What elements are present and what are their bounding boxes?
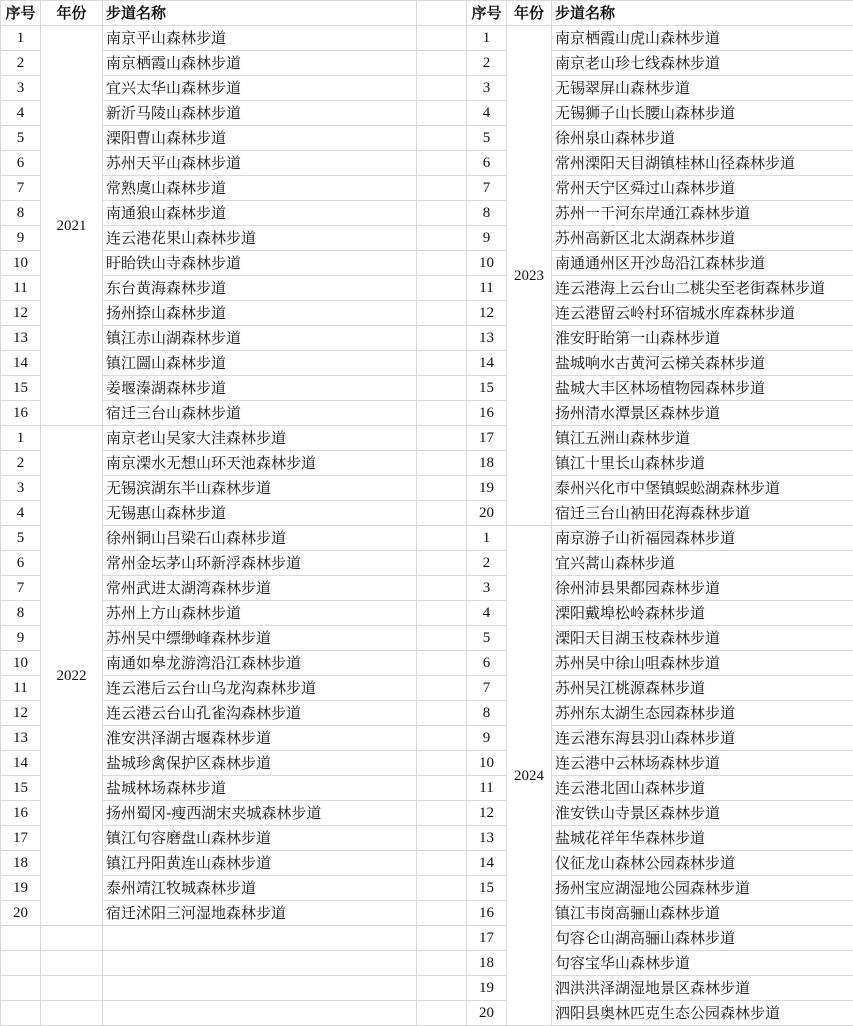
empty-cell[interactable] [417, 326, 467, 351]
trail-name-cell[interactable]: 南京栖霞山森林步道 [103, 51, 417, 76]
empty-cell[interactable] [417, 301, 467, 326]
header-year[interactable]: 年份 [507, 1, 552, 26]
seq-cell[interactable]: 9 [1, 226, 41, 251]
seq-cell[interactable]: 16 [1, 401, 41, 426]
seq-cell[interactable]: 2 [1, 51, 41, 76]
empty-cell[interactable] [417, 101, 467, 126]
empty-cell[interactable] [417, 476, 467, 501]
trail-name-cell[interactable]: 南通狼山森林步道 [103, 201, 417, 226]
empty-cell[interactable] [103, 976, 417, 1001]
seq-cell[interactable]: 8 [467, 701, 507, 726]
empty-cell[interactable] [417, 76, 467, 101]
header-name[interactable]: 步道名称 [552, 1, 853, 26]
trail-name-cell[interactable]: 苏州吴中徐山咀森林步道 [552, 651, 853, 676]
trail-name-cell[interactable]: 泗阳县奥林匹克生态公园森林步道 [552, 1001, 853, 1026]
trail-name-cell[interactable]: 盐城花祥年华森林步道 [552, 826, 853, 851]
trail-name-cell[interactable]: 常州武进太湖湾森林步道 [103, 576, 417, 601]
seq-cell[interactable]: 16 [467, 901, 507, 926]
seq-cell[interactable]: 19 [1, 876, 41, 901]
seq-cell[interactable]: 16 [467, 401, 507, 426]
empty-cell[interactable] [417, 276, 467, 301]
seq-cell[interactable]: 15 [1, 776, 41, 801]
seq-cell[interactable]: 19 [467, 476, 507, 501]
trail-name-cell[interactable]: 南通通州区开沙岛沿江森林步道 [552, 251, 853, 276]
empty-cell[interactable] [417, 851, 467, 876]
empty-cell[interactable] [417, 976, 467, 1001]
seq-cell[interactable]: 13 [1, 326, 41, 351]
trail-name-cell[interactable]: 南京老山珍七线森林步道 [552, 51, 853, 76]
empty-cell[interactable] [41, 1001, 103, 1026]
trail-name-cell[interactable]: 苏州高新区北太湖森林步道 [552, 226, 853, 251]
trail-name-cell[interactable]: 无锡翠屏山森林步道 [552, 76, 853, 101]
empty-cell[interactable] [1, 926, 41, 951]
trail-name-cell[interactable]: 南京溧水无想山环天池森林步道 [103, 451, 417, 476]
seq-cell[interactable]: 1 [1, 426, 41, 451]
trail-name-cell[interactable]: 无锡滨湖东半山森林步道 [103, 476, 417, 501]
trail-name-cell[interactable]: 扬州蜀冈-瘦西湖宋夹城森林步道 [103, 801, 417, 826]
trail-name-cell[interactable]: 常熟虞山森林步道 [103, 176, 417, 201]
seq-cell[interactable]: 9 [1, 626, 41, 651]
trail-name-cell[interactable]: 镇江五洲山森林步道 [552, 426, 853, 451]
seq-cell[interactable]: 13 [467, 326, 507, 351]
trail-name-cell[interactable]: 连云港东海县羽山森林步道 [552, 726, 853, 751]
seq-cell[interactable]: 15 [467, 376, 507, 401]
seq-cell[interactable]: 12 [467, 801, 507, 826]
seq-cell[interactable]: 18 [467, 451, 507, 476]
seq-cell[interactable]: 8 [1, 201, 41, 226]
empty-cell[interactable] [103, 926, 417, 951]
trail-name-cell[interactable]: 镇江句容磨盘山森林步道 [103, 826, 417, 851]
trail-name-cell[interactable]: 盐城响水古黄河云梯关森林步道 [552, 351, 853, 376]
seq-cell[interactable]: 14 [1, 751, 41, 776]
trail-name-cell[interactable]: 连云港花果山森林步道 [103, 226, 417, 251]
year-cell[interactable]: 2022 [41, 426, 103, 926]
trail-name-cell[interactable]: 苏州一干河东岸通江森林步道 [552, 201, 853, 226]
trail-name-cell[interactable]: 盐城珍禽保护区森林步道 [103, 751, 417, 776]
trail-name-cell[interactable]: 淮安洪泽湖古堰森林步道 [103, 726, 417, 751]
trail-name-cell[interactable]: 东台黄海森林步道 [103, 276, 417, 301]
seq-cell[interactable]: 6 [467, 151, 507, 176]
trail-name-cell[interactable]: 徐州铜山吕梁石山森林步道 [103, 526, 417, 551]
trail-name-cell[interactable]: 连云港留云岭村环宿城水库森林步道 [552, 301, 853, 326]
table-row [1, 426, 467, 451]
seq-cell[interactable]: 17 [1, 826, 41, 851]
trail-name-cell[interactable]: 盱眙铁山寺森林步道 [103, 251, 417, 276]
trail-name-cell[interactable]: 溧阳戴埠松岭森林步道 [552, 601, 853, 626]
empty-cell[interactable] [417, 626, 467, 651]
trail-name-cell[interactable]: 扬州清水潭景区森林步道 [552, 401, 853, 426]
empty-cell[interactable] [41, 976, 103, 1001]
empty-cell[interactable] [417, 751, 467, 776]
seq-cell[interactable]: 16 [1, 801, 41, 826]
seq-cell[interactable]: 4 [1, 101, 41, 126]
seq-cell[interactable]: 11 [1, 676, 41, 701]
empty-cell[interactable] [417, 176, 467, 201]
empty-cell[interactable] [417, 826, 467, 851]
empty-cell[interactable] [417, 701, 467, 726]
trail-name-cell[interactable]: 南通如皋龙游湾沿江森林步道 [103, 651, 417, 676]
empty-cell[interactable] [417, 201, 467, 226]
trail-name-cell[interactable]: 连云港后云台山乌龙沟森林步道 [103, 676, 417, 701]
seq-cell[interactable]: 3 [467, 76, 507, 101]
seq-cell[interactable]: 12 [1, 701, 41, 726]
trail-name-cell[interactable]: 新沂马陵山森林步道 [103, 101, 417, 126]
year-cell[interactable]: 2024 [507, 526, 552, 1026]
empty-row [1, 976, 467, 1001]
seq-cell[interactable]: 10 [467, 251, 507, 276]
empty-cell[interactable] [417, 226, 467, 251]
seq-cell[interactable]: 8 [467, 201, 507, 226]
trail-name-cell[interactable]: 盐城林场森林步道 [103, 776, 417, 801]
trail-name-cell[interactable]: 苏州东太湖生态园森林步道 [552, 701, 853, 726]
empty-cell[interactable] [417, 726, 467, 751]
trail-name-cell[interactable]: 镇江赤山湖森林步道 [103, 326, 417, 351]
seq-cell[interactable]: 14 [467, 351, 507, 376]
empty-cell[interactable] [41, 926, 103, 951]
seq-cell[interactable]: 7 [467, 176, 507, 201]
empty-cell[interactable] [417, 576, 467, 601]
seq-cell[interactable]: 20 [1, 901, 41, 926]
seq-cell[interactable]: 2 [467, 551, 507, 576]
trail-name-cell[interactable]: 无锡狮子山长腰山森林步道 [552, 101, 853, 126]
empty-cell[interactable] [417, 451, 467, 476]
trail-name-cell[interactable]: 盐城大丰区林场植物园森林步道 [552, 376, 853, 401]
header-name[interactable]: 步道名称 [103, 1, 417, 26]
empty-cell[interactable] [1, 976, 41, 1001]
trail-name-cell[interactable]: 句容仑山湖高骊山森林步道 [552, 926, 853, 951]
table-row [1, 26, 467, 51]
trail-name-cell[interactable]: 溧阳天目湖玉枝森林步道 [552, 626, 853, 651]
trail-name-cell[interactable]: 泰州靖江牧城森林步道 [103, 876, 417, 901]
trail-name-cell[interactable]: 南京游子山祈福园森林步道 [552, 526, 853, 551]
trail-name-cell[interactable]: 徐州沛县果都园森林步道 [552, 576, 853, 601]
empty-cell[interactable] [417, 126, 467, 151]
empty-cell[interactable] [417, 776, 467, 801]
seq-cell[interactable]: 2 [467, 51, 507, 76]
empty-cell[interactable] [103, 951, 417, 976]
seq-cell[interactable]: 2 [1, 451, 41, 476]
seq-cell[interactable]: 12 [1, 301, 41, 326]
seq-cell[interactable]: 19 [467, 976, 507, 1001]
trail-name-cell[interactable]: 镇江韦岗高骊山森林步道 [552, 901, 853, 926]
trail-name-cell[interactable]: 泗洪洪泽湖湿地景区森林步道 [552, 976, 853, 1001]
empty-row [1, 1001, 467, 1026]
seq-cell[interactable]: 4 [1, 501, 41, 526]
year-cell[interactable]: 2023 [507, 26, 552, 526]
seq-cell[interactable]: 18 [467, 951, 507, 976]
trail-name-cell[interactable]: 常州金坛茅山环新浮森林步道 [103, 551, 417, 576]
seq-cell[interactable]: 10 [1, 651, 41, 676]
empty-cell[interactable] [1, 951, 41, 976]
trail-name-cell[interactable]: 泰州兴化市中堡镇蜈蚣湖森林步道 [552, 476, 853, 501]
empty-cell[interactable] [417, 926, 467, 951]
seq-cell[interactable]: 5 [1, 126, 41, 151]
seq-cell[interactable]: 7 [467, 676, 507, 701]
trail-name-cell[interactable]: 连云港中云林场森林步道 [552, 751, 853, 776]
trail-name-cell[interactable]: 宜兴蒿山森林步道 [552, 551, 853, 576]
seq-cell[interactable]: 8 [1, 601, 41, 626]
trail-name-cell[interactable]: 常州溧阳天目湖镇桂林山径森林步道 [552, 151, 853, 176]
seq-cell[interactable]: 1 [1, 26, 41, 51]
seq-cell[interactable]: 1 [467, 26, 507, 51]
header-seq[interactable]: 序号 [467, 1, 507, 26]
table-row [467, 26, 853, 51]
header-row [1, 1, 467, 26]
empty-cell[interactable] [417, 601, 467, 626]
trail-name-cell[interactable]: 南京栖霞山虎山森林步道 [552, 26, 853, 51]
trail-name-cell[interactable]: 镇江丹阳黄连山森林步道 [103, 851, 417, 876]
empty-cell[interactable] [417, 651, 467, 676]
trail-name-cell[interactable]: 宿迁沭阳三河湿地森林步道 [103, 901, 417, 926]
seq-cell[interactable]: 9 [467, 226, 507, 251]
seq-cell[interactable]: 1 [467, 526, 507, 551]
trail-name-cell[interactable]: 苏州上方山森林步道 [103, 601, 417, 626]
trail-name-cell[interactable]: 南京平山森林步道 [103, 26, 417, 51]
seq-cell[interactable]: 5 [467, 126, 507, 151]
seq-cell[interactable]: 14 [1, 351, 41, 376]
trail-name-cell[interactable]: 溧阳曹山森林步道 [103, 126, 417, 151]
empty-cell[interactable] [1, 1001, 41, 1026]
empty-cell[interactable] [417, 376, 467, 401]
seq-cell[interactable]: 15 [467, 876, 507, 901]
empty-cell[interactable] [417, 51, 467, 76]
empty-cell[interactable] [417, 1, 467, 26]
trail-name-cell[interactable]: 宜兴太华山森林步道 [103, 76, 417, 101]
trail-name-cell[interactable]: 宿迁三台山衲田花海森林步道 [552, 501, 853, 526]
trail-name-cell[interactable]: 南京老山吴家大洼森林步道 [103, 426, 417, 451]
trail-name-cell[interactable]: 宿迁三台山森林步道 [103, 401, 417, 426]
empty-cell[interactable] [417, 526, 467, 551]
empty-row [1, 926, 467, 951]
empty-cell[interactable] [41, 951, 103, 976]
seq-cell[interactable]: 7 [1, 576, 41, 601]
trail-name-cell[interactable]: 无锡惠山森林步道 [103, 501, 417, 526]
trail-name-cell[interactable]: 姜堰溱湖森林步道 [103, 376, 417, 401]
seq-cell[interactable]: 11 [467, 776, 507, 801]
trail-name-cell[interactable]: 苏州天平山森林步道 [103, 151, 417, 176]
trail-name-cell[interactable]: 连云港北固山森林步道 [552, 776, 853, 801]
trail-name-cell[interactable]: 镇江十里长山森林步道 [552, 451, 853, 476]
seq-cell[interactable]: 7 [1, 176, 41, 201]
header-seq[interactable]: 序号 [1, 1, 41, 26]
seq-cell[interactable]: 12 [467, 301, 507, 326]
seq-cell[interactable]: 6 [1, 151, 41, 176]
trail-name-cell[interactable]: 淮安铁山寺景区森林步道 [552, 801, 853, 826]
seq-cell[interactable]: 3 [1, 76, 41, 101]
trail-name-cell[interactable]: 连云港海上云台山二桃尖至老街森林步道 [552, 276, 853, 301]
seq-cell[interactable]: 5 [467, 626, 507, 651]
trail-name-cell[interactable]: 徐州泉山森林步道 [552, 126, 853, 151]
trail-name-cell[interactable]: 苏州吴中缥缈峰森林步道 [103, 626, 417, 651]
empty-cell[interactable] [417, 251, 467, 276]
empty-cell[interactable] [417, 1001, 467, 1026]
seq-cell[interactable]: 14 [467, 851, 507, 876]
empty-cell[interactable] [417, 151, 467, 176]
empty-cell[interactable] [417, 676, 467, 701]
seq-cell[interactable]: 11 [1, 276, 41, 301]
seq-cell[interactable]: 11 [467, 276, 507, 301]
seq-cell[interactable]: 10 [1, 251, 41, 276]
year-cell[interactable]: 2021 [41, 26, 103, 426]
trail-name-cell[interactable]: 苏州吴江桃源森林步道 [552, 676, 853, 701]
seq-cell[interactable]: 6 [1, 551, 41, 576]
seq-cell[interactable]: 18 [1, 851, 41, 876]
seq-cell[interactable]: 3 [467, 576, 507, 601]
seq-cell[interactable]: 6 [467, 651, 507, 676]
seq-cell[interactable]: 9 [467, 726, 507, 751]
trail-name-cell[interactable]: 扬州宝应湖湿地公园森林步道 [552, 876, 853, 901]
seq-cell[interactable]: 4 [467, 101, 507, 126]
trail-name-cell[interactable]: 扬州捺山森林步道 [103, 301, 417, 326]
empty-cell[interactable] [417, 951, 467, 976]
trail-name-cell[interactable]: 淮安盱眙第一山森林步道 [552, 326, 853, 351]
trail-name-cell[interactable]: 常州天宁区舜过山森林步道 [552, 176, 853, 201]
seq-cell[interactable]: 15 [1, 376, 41, 401]
trail-name-cell[interactable]: 镇江圌山森林步道 [103, 351, 417, 376]
seq-cell[interactable]: 17 [467, 926, 507, 951]
seq-cell[interactable]: 13 [467, 826, 507, 851]
empty-cell[interactable] [103, 1001, 417, 1026]
seq-cell[interactable]: 4 [467, 601, 507, 626]
empty-cell[interactable] [417, 876, 467, 901]
right-table [466, 0, 853, 1026]
empty-cell[interactable] [417, 501, 467, 526]
trail-name-cell[interactable]: 仪征龙山森林公园森林步道 [552, 851, 853, 876]
seq-cell[interactable]: 3 [1, 476, 41, 501]
empty-cell[interactable] [417, 401, 467, 426]
empty-cell[interactable] [417, 801, 467, 826]
trail-name-cell[interactable]: 连云港云台山孔雀沟森林步道 [103, 701, 417, 726]
header-row [467, 1, 853, 26]
seq-cell[interactable]: 20 [467, 501, 507, 526]
empty-cell[interactable] [417, 551, 467, 576]
table-row [467, 526, 853, 551]
seq-cell[interactable]: 5 [1, 526, 41, 551]
seq-cell[interactable]: 10 [467, 751, 507, 776]
seq-cell[interactable]: 13 [1, 726, 41, 751]
empty-cell[interactable] [417, 426, 467, 451]
empty-cell[interactable] [417, 901, 467, 926]
header-year[interactable]: 年份 [41, 1, 103, 26]
seq-cell[interactable]: 20 [467, 1001, 507, 1026]
empty-cell[interactable] [417, 351, 467, 376]
trail-name-cell[interactable]: 句容宝华山森林步道 [552, 951, 853, 976]
seq-cell[interactable]: 17 [467, 426, 507, 451]
empty-cell[interactable] [417, 26, 467, 51]
empty-row [1, 951, 467, 976]
